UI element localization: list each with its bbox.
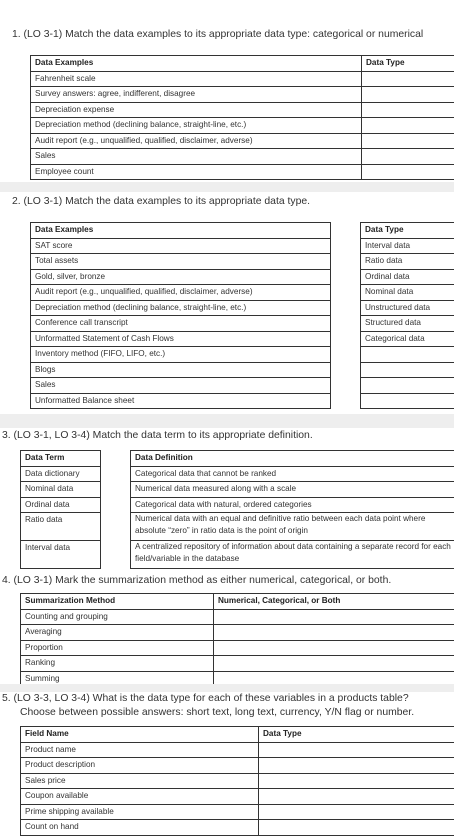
q3-term: Nominal data xyxy=(21,482,101,498)
q1-answer-cell[interactable] xyxy=(362,149,454,165)
q2-type: Unstructured data xyxy=(361,300,454,316)
q3-definition: Numerical data measured along with a scale xyxy=(131,482,454,498)
q4-answer-cell[interactable] xyxy=(214,625,454,641)
q3-header-term: Data Term xyxy=(21,451,101,467)
q2-type: Interval data xyxy=(361,238,454,254)
section-divider xyxy=(0,414,454,428)
q2-example: Unformatted Statement of Cash Flows xyxy=(31,331,331,347)
question-3-section xyxy=(0,428,454,588)
q1-header-examples: Data Examples xyxy=(31,56,362,72)
q3-definition: A centralized repository of information about data containing a separate record for each field/variable in the database xyxy=(131,541,454,569)
q2-type xyxy=(361,393,454,409)
q2-example: Total assets xyxy=(31,254,331,270)
q1-answer-cell[interactable] xyxy=(362,102,454,118)
q2-type xyxy=(361,347,454,363)
q1-header-type: Data Type xyxy=(362,56,454,72)
q3-term: Ordinal data xyxy=(21,497,101,513)
q5-field: Product name xyxy=(21,742,259,758)
question-2-prompt: 2. (LO 3-1) Match the data examples to its appropriate data type. xyxy=(12,196,311,207)
q4-answer-cell[interactable] xyxy=(214,640,454,656)
q1-answer-cell[interactable] xyxy=(362,71,454,87)
q2-example: Sales xyxy=(31,378,331,394)
q1-example: Depreciation expense xyxy=(31,102,362,118)
question-5-prompt-line-2: Choose between possible answers: short text, long text, currency, Y/N flag or number. xyxy=(20,707,415,718)
q2-example: Unformatted Balance sheet xyxy=(31,393,331,409)
q4-answer-cell[interactable] xyxy=(214,609,454,625)
q1-answer-cell[interactable] xyxy=(362,87,454,103)
q2-example: Blogs xyxy=(31,362,331,378)
q1-example: Fahrenheit scale xyxy=(31,71,362,87)
q1-example: Survey answers: agree, indifferent, disagree xyxy=(31,87,362,103)
question-2-section xyxy=(0,192,454,418)
question-3-prompt: 3. (LO 3-1, LO 3-4) Match the data term to its appropriate definition. xyxy=(2,430,313,441)
q3-term: Data dictionary xyxy=(21,466,101,482)
q2-header-type: Data Type xyxy=(361,223,454,239)
q5-answer-cell[interactable] xyxy=(259,742,454,758)
q3-term: Interval data xyxy=(21,541,101,569)
q1-answer-cell[interactable] xyxy=(362,133,454,149)
q2-type: Categorical data xyxy=(361,331,454,347)
q5-field: Count on hand xyxy=(21,820,259,836)
q3-definition: Categorical data with natural, ordered categories xyxy=(131,497,454,513)
q4-method: Summing xyxy=(21,671,214,687)
q4-answer-cell[interactable] xyxy=(214,656,454,672)
q5-answer-cell[interactable] xyxy=(259,804,454,820)
q2-example: SAT score xyxy=(31,238,331,254)
q1-example: Audit report (e.g., unqualified, qualified, disclaimer, adverse) xyxy=(31,133,362,149)
question-3-terms-table xyxy=(20,450,101,569)
q1-example: Depreciation method (declining balance, straight-line, etc.) xyxy=(31,118,362,134)
question-2-examples-table xyxy=(30,222,331,409)
question-4-prompt: 4. (LO 3-1) Mark the summarization method as either numerical, categorical, or both. xyxy=(2,575,392,586)
q2-type xyxy=(361,362,454,378)
q1-answer-cell[interactable] xyxy=(362,118,454,134)
q2-header-examples: Data Examples xyxy=(31,223,331,239)
question-2-type-clip xyxy=(360,222,454,422)
q4-method: Counting and grouping xyxy=(21,609,214,625)
q5-header-type: Data Type xyxy=(259,727,454,743)
q4-header-method: Summarization Method xyxy=(21,594,214,610)
q5-field: Sales price xyxy=(21,773,259,789)
question-4-section xyxy=(0,574,454,694)
q2-example: Audit report (e.g., unqualified, qualified, disclaimer, adverse) xyxy=(31,285,331,301)
question-1-prompt: 1. (LO 3-1) Match the data examples to its appropriate data type: categorical or numerical xyxy=(12,29,424,40)
question-5-table xyxy=(20,726,454,836)
q2-type xyxy=(361,378,454,394)
q1-example: Sales xyxy=(31,149,362,165)
q1-answer-cell[interactable] xyxy=(362,164,454,180)
q5-answer-cell[interactable] xyxy=(259,758,454,774)
q2-example: Inventory method (FIFO, LIFO, etc.) xyxy=(31,347,331,363)
q2-type: Structured data xyxy=(361,316,454,332)
q2-example: Conference call transcript xyxy=(31,316,331,332)
question-5-prompt-line-1: 5. (LO 3-3, LO 3-4) What is the data type for each of these variables in a products table? xyxy=(2,693,409,704)
question-4-table xyxy=(20,593,454,687)
q4-method: Averaging xyxy=(21,625,214,641)
q5-header-field: Field Name xyxy=(21,727,259,743)
q3-term: Ratio data xyxy=(21,513,101,541)
q5-field: Product description xyxy=(21,758,259,774)
question-2-type-table xyxy=(360,222,454,409)
q5-answer-cell[interactable] xyxy=(259,773,454,789)
question-1-section xyxy=(0,0,454,190)
q5-answer-cell[interactable] xyxy=(259,820,454,836)
q5-answer-cell[interactable] xyxy=(259,789,454,805)
question-5-section xyxy=(0,692,454,840)
q2-type: Ratio data xyxy=(361,254,454,270)
section-divider xyxy=(0,182,454,192)
q3-header-definition: Data Definition xyxy=(131,451,454,467)
q3-definition: Categorical data that cannot be ranked xyxy=(131,466,454,482)
q5-field: Coupon available xyxy=(21,789,259,805)
question-1-table xyxy=(30,55,454,180)
section-divider xyxy=(0,684,454,692)
q4-method: Ranking xyxy=(21,656,214,672)
question-3-definitions-table xyxy=(130,450,454,569)
q5-field: Prime shipping available xyxy=(21,804,259,820)
q4-method: Proportion xyxy=(21,640,214,656)
q2-example: Gold, silver, bronze xyxy=(31,269,331,285)
q1-example: Employee count xyxy=(31,164,362,180)
q2-type: Nominal data xyxy=(361,285,454,301)
q2-type: Ordinal data xyxy=(361,269,454,285)
q4-header-answer: Numerical, Categorical, or Both xyxy=(214,594,454,610)
q3-definition: Numerical data with an equal and definitive ratio between each data point where absolute “zero” in ratio data is the point of origin xyxy=(131,513,454,541)
q2-example: Depreciation method (declining balance, straight-line, etc.) xyxy=(31,300,331,316)
